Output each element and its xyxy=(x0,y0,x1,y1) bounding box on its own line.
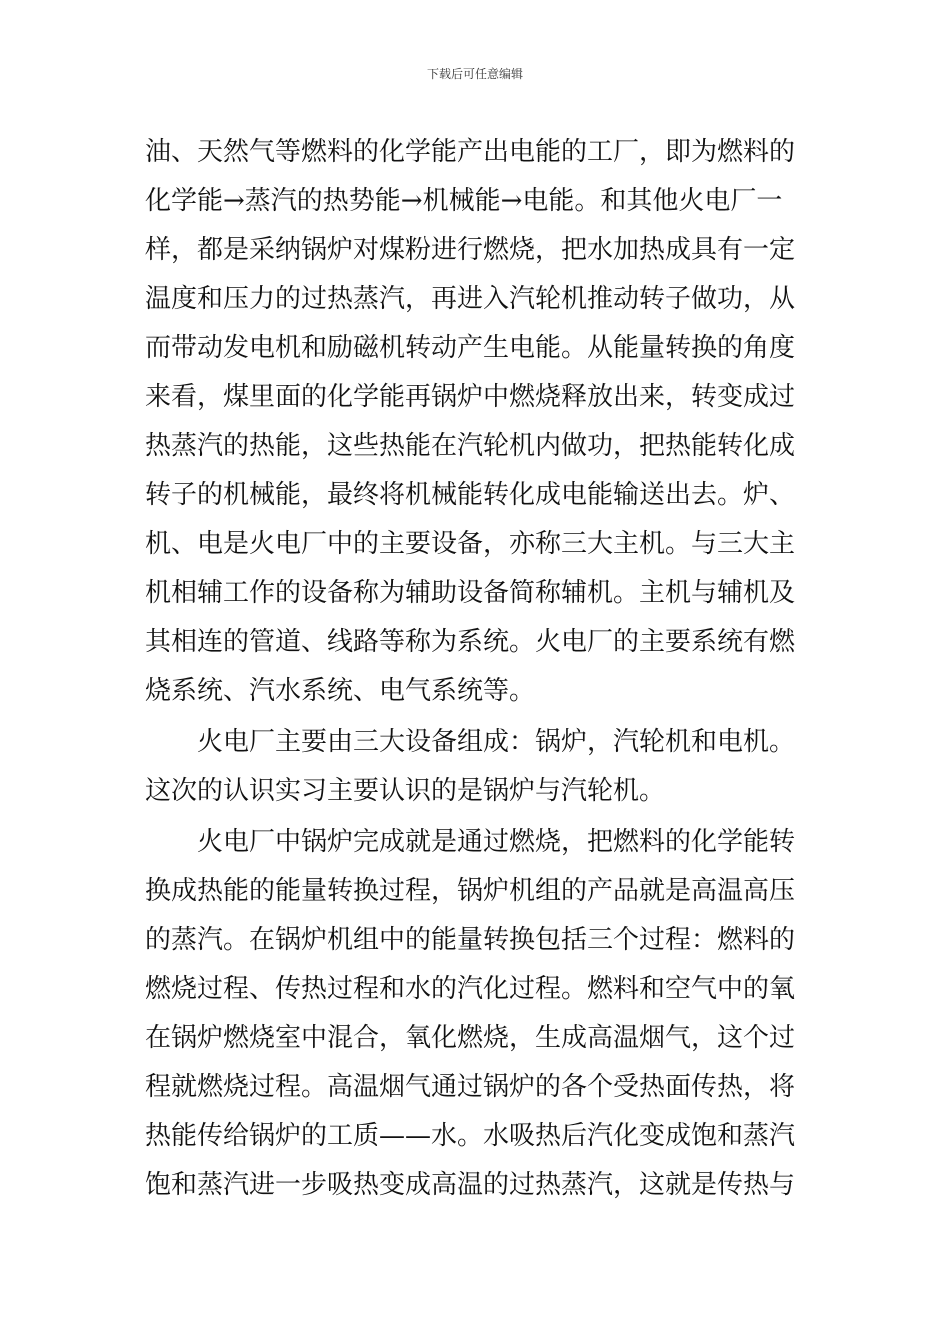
text-line: 其相连的管道、线路等称为系统。火电厂的主要系统有燃 xyxy=(145,627,796,657)
paragraph xyxy=(145,818,807,1210)
text-line: 的蒸汽。在锅炉机组中的能量转换包括三个过程：燃料的 xyxy=(145,925,796,955)
body-text xyxy=(145,128,807,1210)
text-line: 在锅炉燃烧室中混合，氧化燃烧，生成高温烟气，这个过 xyxy=(145,1023,796,1053)
paragraph xyxy=(145,128,807,716)
text-line: 饱和蒸汽进一步吸热变成高温的过热蒸汽，这就是传热与 xyxy=(145,1170,796,1200)
text-line: 热蒸汽的热能，这些热能在汽轮机内做功，把热能转化成 xyxy=(145,431,796,461)
text-line: 火电厂中锅炉完成就是通过燃烧，把燃料的化学能转 xyxy=(197,827,796,857)
text-line: 温度和压力的过热蒸汽，再进入汽轮机推动转子做功，从 xyxy=(145,284,796,314)
text-line: 化学能→蒸汽的热势能→机械能→电能。和其他火电厂一 xyxy=(145,186,783,216)
text-line: 热能传给锅炉的工质——水。水吸热后汽化变成饱和蒸汽 xyxy=(145,1121,796,1151)
text-line: 燃烧过程、传热过程和水的汽化过程。燃料和空气中的氧 xyxy=(145,974,796,1004)
page-header: 下载后可任意编辑 xyxy=(426,67,523,81)
text-line: 换成热能的能量转换过程，锅炉机组的产品就是高温高压 xyxy=(145,876,796,906)
text-line: 这次的认识实习主要认识的是锅炉与汽轮机。 xyxy=(145,776,666,806)
text-line: 火电厂主要由三大设备组成：锅炉，汽轮机和电机。 xyxy=(197,727,796,757)
text-line: 程就燃烧过程。高温烟气通过锅炉的各个受热面传热，将 xyxy=(145,1072,796,1102)
text-line: 机、电是火电厂中的主要设备，亦称三大主机。与三大主 xyxy=(145,529,796,559)
text-line: 样，都是采纳锅炉对煤粉进行燃烧，把水加热成具有一定 xyxy=(145,235,796,265)
paragraph xyxy=(145,718,807,816)
text-line: 机相辅工作的设备称为辅助设备简称辅机。主机与辅机及 xyxy=(145,578,796,608)
text-line: 烧系统、汽水系统、电气系统等。 xyxy=(145,676,536,706)
text-line: 油、天然气等燃料的化学能产出电能的工厂，即为燃料的 xyxy=(145,137,796,167)
text-line: 来看，煤里面的化学能再锅炉中燃烧释放出来，转变成过 xyxy=(145,382,796,412)
text-line: 转子的机械能，最终将机械能转化成电能输送出去。炉、 xyxy=(145,480,796,510)
text-line: 而带动发电机和励磁机转动产生电能。从能量转换的角度 xyxy=(145,333,796,363)
